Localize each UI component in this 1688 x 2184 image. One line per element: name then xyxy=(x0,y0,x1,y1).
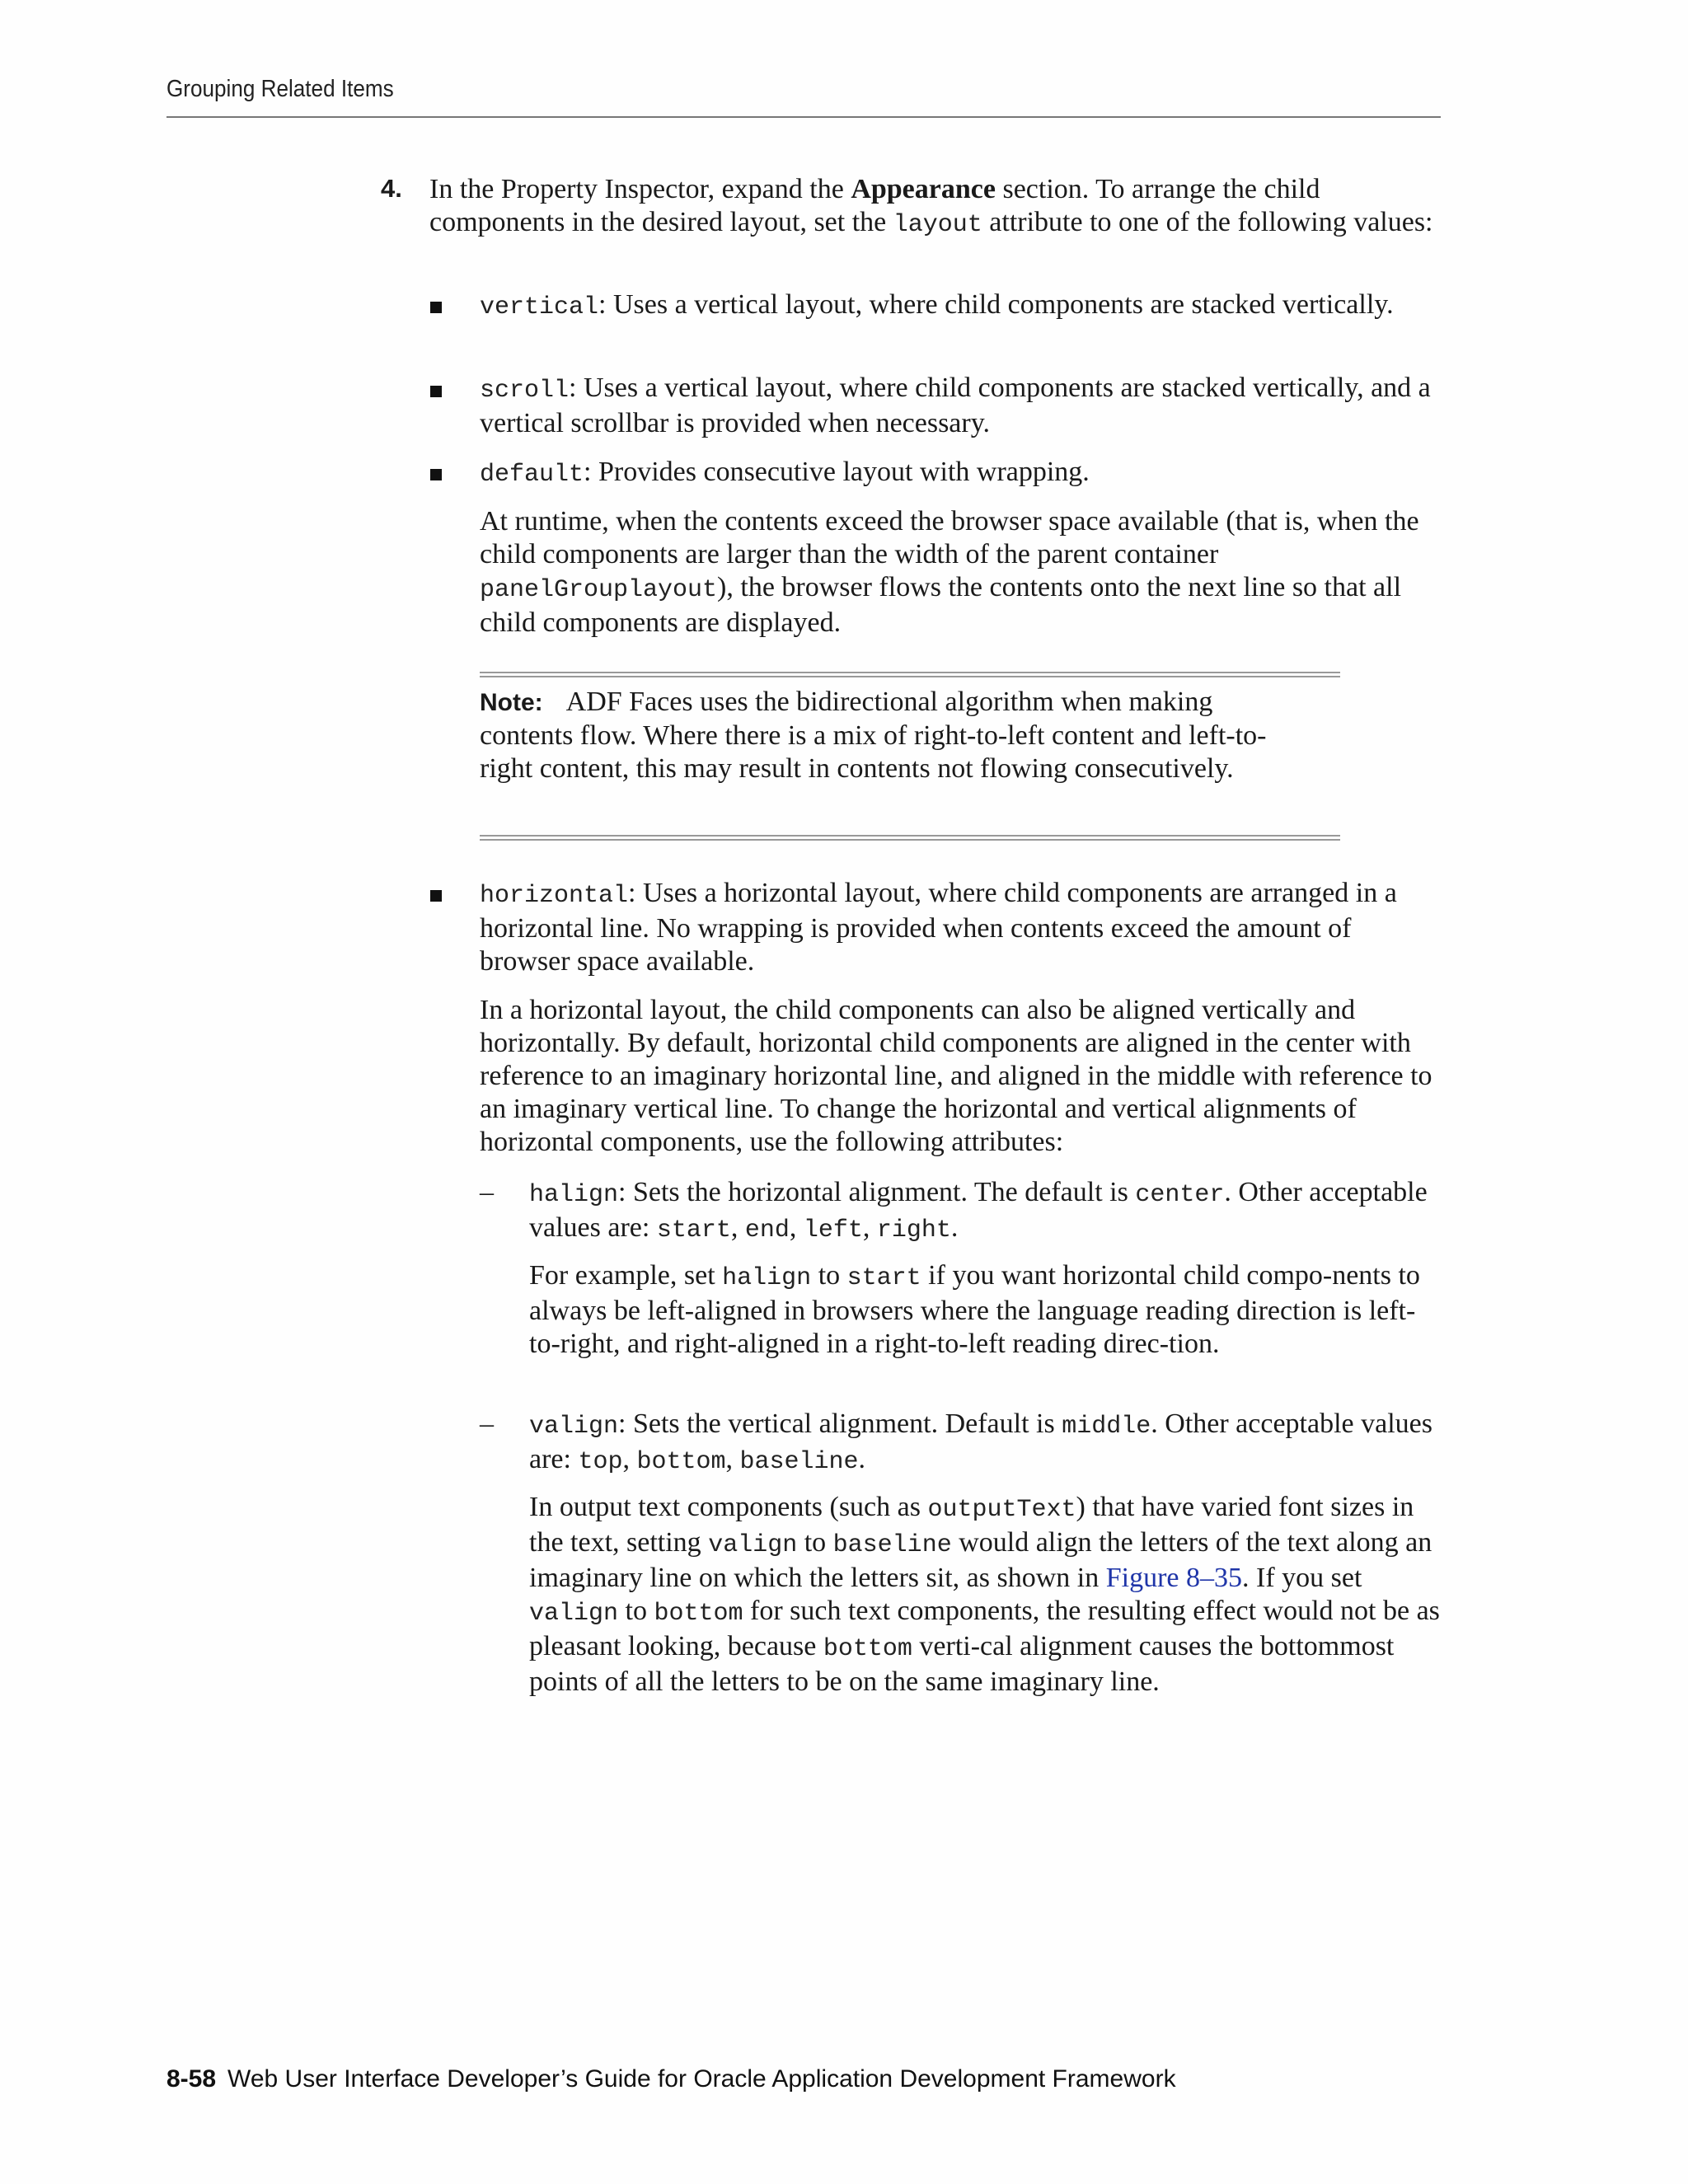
note-top-rule xyxy=(480,672,1340,677)
halign-item: halign: Sets the horizontal alignment. The default is center. Other acceptable values are: start, end, left, right. xyxy=(529,1177,1428,1244)
halign-example-paragraph: For example, set halign to start if you want horizontal child compo-nents to always be left-aligned in browsers where the language reading direction is left-to-right, and right-aligned in a right-to-left reading direc-tion. xyxy=(529,1260,1420,1359)
bullet-marker xyxy=(430,469,442,480)
horizontal-alignment-paragraph: In a horizontal layout, the child components can also be aligned vertically and horizontally. By default, horizontal child components are aligned in the center with reference to an imaginary horizontal line, and aligned in the middle with reference to an imaginary vertical line. To change the horizontal and vertical alignments of horizontal components, use the following attributes: xyxy=(480,995,1432,1157)
note-box xyxy=(480,686,1304,785)
dash-marker: – xyxy=(480,1408,494,1439)
dash-marker: – xyxy=(480,1177,494,1207)
header-divider xyxy=(166,116,1441,118)
note-bottom-rule xyxy=(480,835,1340,841)
step-number: 4. xyxy=(381,174,402,203)
bullet-marker xyxy=(430,302,442,313)
bullet-marker xyxy=(430,890,442,902)
note-text: ADF Faces uses the bidirectional algorithm when making contents flow. Where there is a mix of right-to-left content and left-to-right content, this may result in contents not flowing consecutively. xyxy=(480,687,1267,784)
book-title: Web User Interface Developer’s Guide for Oracle Application Development Framework xyxy=(227,2065,1176,2093)
layout-attr-code: layout xyxy=(893,211,982,239)
appearance-term: Appearance xyxy=(851,174,996,204)
bullet-horizontal: horizontal: Uses a horizontal layout, where child components are arranged in a horizontal line. No wrapping is provided when contents exceed the amount of browser space available. xyxy=(480,878,1397,977)
figure-8-35-link[interactable]: Figure 8–35 xyxy=(1105,1563,1242,1593)
bullet-scroll: scroll: Uses a vertical layout, where child components are stacked vertically, and a vertical scrollbar is provided when necessary. xyxy=(480,373,1431,438)
bullet-default: default: Provides consecutive layout with wrapping. xyxy=(480,457,1090,489)
running-header: Grouping Related Items xyxy=(166,76,394,102)
note-label: Note: xyxy=(480,689,543,716)
page-number: 8-58 xyxy=(166,2065,217,2093)
valign-example-paragraph: In output text components (such as outputText) that have varied font sizes in the text, setting valign to baseline would align the letters of the text along an imaginary line on which the letters sit, as shown in Figure 8–35. If you set valign to bottom for such text components, the resulting effect would not be as pleasant looking, because bottom verti-cal alignment causes the bottommost points of all the letters to be on the same imaginary line. xyxy=(529,1492,1440,1697)
bullet-marker xyxy=(430,386,442,397)
step-instruction: In the Property Inspector, expand the Appearance section. To arrange the child components in the desired layout, set the layout attribute to one of the following values: xyxy=(429,174,1433,239)
bullet-vertical: vertical: Uses a vertical layout, where child components are stacked vertically. xyxy=(480,289,1394,321)
default-runtime-paragraph: At runtime, when the contents exceed the browser space available (that is, when the child components are larger than the width of the parent container panelGrouplayout), the browser flows the contents onto the next line so that all child components are displayed. xyxy=(480,506,1419,638)
valign-item: valign: Sets the vertical alignment. Default is middle. Other acceptable values are: top, bottom, baseline. xyxy=(529,1408,1432,1476)
page-footer xyxy=(166,2065,1176,2093)
